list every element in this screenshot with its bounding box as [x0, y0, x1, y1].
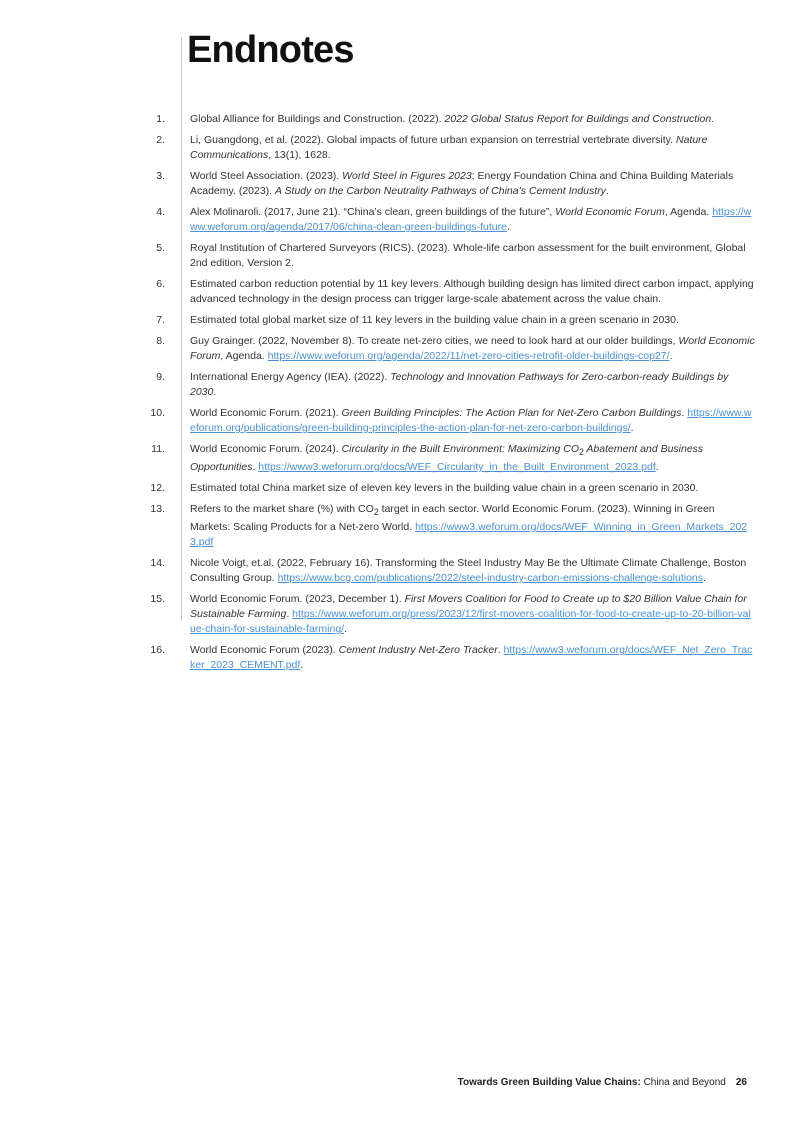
endnote-text: Estimated carbon reduction potential by 11 key levers. Although building design has limited direct carbon impact, applying advanced technology in the design process can trigger large-scale abatement across the value chain.	[190, 278, 754, 305]
endnote-text: Estimated total global market size of 11 key levers in the building value chain in a green scenario in 2030.	[190, 314, 679, 326]
reference-link[interactable]: https://www.bcg.com/publications/2022/steel-industry-carbon-emissions-challenge-solutions	[277, 572, 704, 585]
endnote-number: 13.	[150, 503, 165, 516]
page-footer	[458, 1077, 747, 1088]
footer-report-title: Towards Green Building Value Chains:	[457, 1077, 641, 1088]
endnote-text: World Economic Forum. (2023, December 1). First Movers Coalition for Food to Create up to $20 Billion Value Chain for Sustainable Farming. https://www.weforum.org/press/2023/12/first-movers-coalition-for-food-to-create-up-to-20-billion-value-chain-for-sustainable-farming/.	[190, 593, 751, 636]
endnote-item	[0, 112, 793, 127]
endnote-item	[0, 556, 793, 586]
endnote-item	[0, 241, 793, 271]
endnote-number: 8.	[156, 335, 165, 347]
endnote-number: 3.	[156, 170, 165, 182]
endnote-number: 2.	[156, 134, 165, 146]
endnote-number: 6.	[156, 278, 165, 290]
reference-link[interactable]: https://www.weforum.org/press/2023/12/first-movers-coalition-for-food-to-create-up-to-20-billion-value-chain-for-sustainable-farming/	[190, 608, 751, 636]
endnote-number: 10.	[150, 407, 165, 419]
endnote-text: World Economic Forum. (2021). Green Building Principles: The Action Plan for Net-Zero Carbon Buildings. https://www.weforum.org/publications/green-building-principles-the-action-plan-for-net-zero-carbon-buildings/.	[190, 407, 752, 434]
endnote-item	[0, 643, 793, 673]
endnote-number: 11.	[151, 443, 165, 455]
endnote-number: 14.	[150, 557, 165, 570]
reference-link[interactable]: https://www.weforum.org/publications/green-building-principles-the-action-plan-for-net-zero-carbon-buildings/	[190, 407, 752, 434]
footer-report-subtitle: China and Beyond	[640, 1077, 726, 1088]
endnote-text: Estimated total China market size of eleven key levers in the building value chain in a green scenario in 2030.	[190, 482, 699, 495]
endnote-item	[0, 334, 793, 364]
endnote-item	[0, 370, 793, 400]
endnote-item	[0, 442, 793, 475]
endnote-text: Guy Grainger. (2022, November 8). To create net-zero cities, we need to look hard at our older buildings, World Economic Forum, Agenda. https://www.weforum.org/agenda/2022/11/net-zero-cities-retrofit-older-buildings-cop27/.	[190, 335, 755, 362]
endnote-text: World Economic Forum (2023). Cement Industry Net-Zero Tracker. https://www3.weforum.org/docs/WEF_Net_Zero_Tracker_2023_CEMENT.pdf.	[190, 644, 753, 672]
reference-link[interactable]: https://www.weforum.org/agenda/2022/11/net-zero-cities-retrofit-older-buildings-cop27/	[267, 350, 670, 362]
reference-link[interactable]: https://www.weforum.org/agenda/2017/06/china-clean-green-buildings-future	[190, 206, 752, 233]
endnote-text: Royal Institution of Chartered Surveyors (RICS). (2023). Whole-life carbon assessment for the built environment, Global 2nd edition, Version 2.	[190, 242, 746, 269]
page-title: Endnotes	[187, 29, 354, 71]
endnote-number: 7.	[156, 314, 165, 326]
endnote-item	[0, 133, 793, 163]
page-number: 26	[735, 1077, 747, 1088]
endnote-number: 15.	[150, 593, 165, 606]
endnote-number: 5.	[156, 242, 165, 254]
reference-link[interactable]: https://www3.weforum.org/docs/WEF_Winning_in_Green_Markets_2023.pdf	[190, 521, 748, 549]
endnote-item	[0, 592, 793, 637]
endnote-item	[0, 169, 793, 199]
endnote-text: World Steel Association. (2023). World Steel in Figures 2023; Energy Foundation China and China Building Materials Academy. (2023). A Study on the Carbon Neutrality Pathways of China’s Cement Industry.	[190, 170, 734, 197]
endnote-text: Refers to the market share (%) with $CO_2$ target in each sector. World Economic Forum. (2023). Winning in Green Markets: Scaling Products for a Net-zero World. https://www3.weforum.org/docs/WEF_Winning_in_Green_Markets_2023.pdf	[190, 503, 748, 549]
endnote-text: World Economic Forum. (2024). Circularity in the Built Environment: Maximizing $CO_2$ Abatement and Business Opportunities. https://www3.weforum.org/docs/WEF_Circularity_in_the_Built_Environment_2023.pdf.	[190, 443, 704, 474]
endnote-number: 4.	[156, 206, 165, 218]
endnote-number: 9.	[156, 371, 165, 383]
endnote-text: Li, Guangdong, et al. (2022). Global impacts of future urban expansion on terrestrial vertebrate diversity. Nature Communications, 13(1), 1628.	[190, 134, 708, 161]
endnote-text: International Energy Agency (IEA). (2022). Technology and Innovation Pathways for Zero-carbon-ready Buildings by 2030.	[190, 371, 729, 398]
endnotes-list	[0, 112, 793, 679]
endnote-item	[0, 502, 793, 550]
reference-link[interactable]: https://www3.weforum.org/docs/WEF_Net_Zero_Tracker_2023_CEMENT.pdf	[190, 644, 753, 672]
endnote-item	[0, 205, 793, 235]
endnote-item	[0, 313, 793, 328]
endnote-number: 16.	[150, 644, 165, 657]
endnote-item	[0, 277, 793, 307]
endnote-text: Nicole Voigt, et.al. (2022, February 16). Transforming the Steel Industry May Be the Ultimate Climate Challenge, Boston Consulting Group. https://www.bcg.com/publications/2022/steel-industry-carbon-emissions-challenge-solutions.	[190, 557, 747, 585]
endnote-number: 12.	[150, 482, 165, 495]
endnote-item	[0, 481, 793, 496]
endnote-text: Global Alliance for Buildings and Construction. (2022). 2022 Global Status Report for Buildings and Construction.	[190, 113, 715, 125]
endnote-number: 1.	[156, 113, 165, 125]
reference-link[interactable]: https://www3.weforum.org/docs/WEF_Circularity_in_the_Built_Environment_2023.pdf	[258, 461, 656, 474]
endnote-text: Alex Molinaroli. (2017, June 21). “China’s clean, green buildings of the future”, World Economic Forum, Agenda. https://www.weforum.org/agenda/2017/06/china-clean-green-buildings-future.	[190, 206, 752, 233]
endnote-item	[0, 406, 793, 436]
